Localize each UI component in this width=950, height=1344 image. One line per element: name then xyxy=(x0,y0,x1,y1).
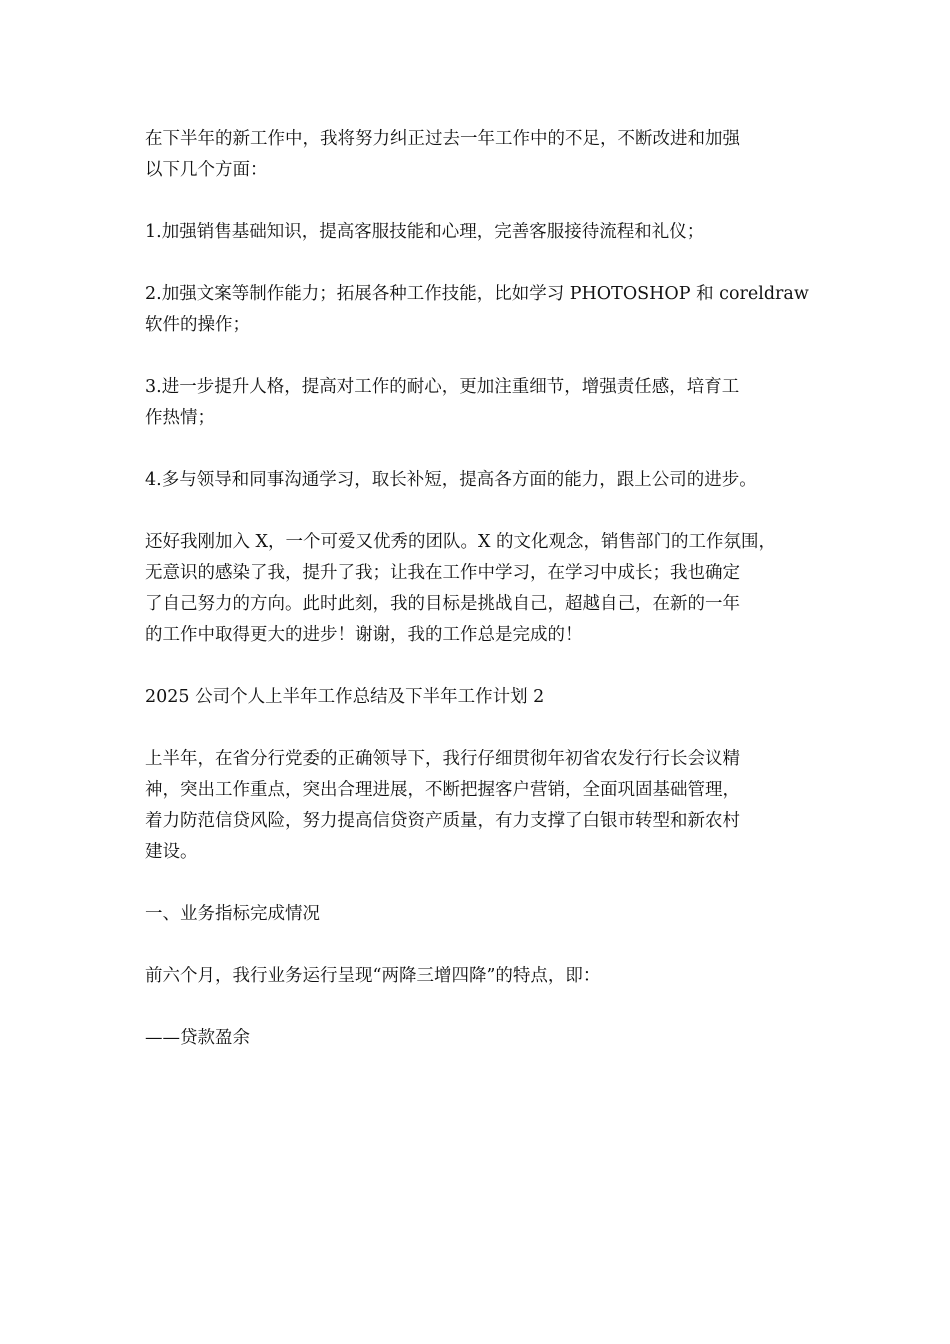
text-line: 神，突出工作重点，突出合理进展，不断把握客户营销，全面巩固基础管理， xyxy=(145,780,740,800)
text-line: 4.多与领导和同事沟通学习，取长补短，提高各方面的能力，跟上公司的进步。 xyxy=(145,470,757,490)
section-title xyxy=(145,682,815,713)
text-line: 前六个月，我行业务运行呈现“两降三增四降”的特点，即： xyxy=(145,966,601,986)
text-line: 无意识的感染了我，提升了我；让我在工作中学习，在学习中成长；我也确定 xyxy=(145,563,740,583)
paragraph-loan xyxy=(145,1023,815,1054)
text-line: 以下几个方面： xyxy=(145,160,268,180)
text-line: 软件的操作； xyxy=(145,315,250,335)
text-line: 1.加强销售基础知识，提高客服技能和心理，完善客服接待流程和礼仪； xyxy=(145,222,705,242)
text-line: 还好我刚加入 X，一个可爱又优秀的团队。X 的文化观念，销售部门的工作氛围， xyxy=(145,532,777,552)
text-line: 在下半年的新工作中，我将努力纠正过去一年工作中的不足，不断改进和加强 xyxy=(145,129,740,149)
subsection-heading xyxy=(145,899,815,930)
text-line: 了自己努力的方向。此时此刻，我的目标是挑战自己，超越自己，在新的一年 xyxy=(145,594,740,614)
text-line: 2025 公司个人上半年工作总结及下半年工作计划 2 xyxy=(145,687,545,707)
list-item-4 xyxy=(145,465,815,496)
text-line: 3.进一步提升人格，提高对工作的耐心，更加注重细节，增强责任感，培育工 xyxy=(145,377,740,397)
paragraph-summary xyxy=(145,744,815,868)
text-line: 的工作中取得更大的进步！谢谢，我的工作总是完成的！ xyxy=(145,625,583,645)
list-item-3 xyxy=(145,372,815,434)
text-line: 作热情； xyxy=(145,408,215,428)
text-line: 2.加强文案等制作能力；拓展各种工作技能，比如学习 PHOTOSHOP 和 coreldraw xyxy=(145,284,809,304)
paragraph-team xyxy=(145,527,815,651)
text-line: 建设。 xyxy=(145,842,198,862)
text-line: 一、业务指标完成情况 xyxy=(145,904,320,924)
text-line: 着力防范信贷风险，努力提高信贷资产质量，有力支撑了白银市转型和新农村 xyxy=(145,811,740,831)
text-line: ——贷款盈余 xyxy=(145,1028,250,1048)
text-line: 上半年，在省分行党委的正确领导下，我行仔细贯彻年初省农发行行长会议精 xyxy=(145,749,740,769)
paragraph-intro xyxy=(145,124,815,186)
paragraph-indicators xyxy=(145,961,815,992)
document-body xyxy=(145,124,815,1085)
list-item-1 xyxy=(145,217,815,248)
list-item-2 xyxy=(145,279,815,341)
